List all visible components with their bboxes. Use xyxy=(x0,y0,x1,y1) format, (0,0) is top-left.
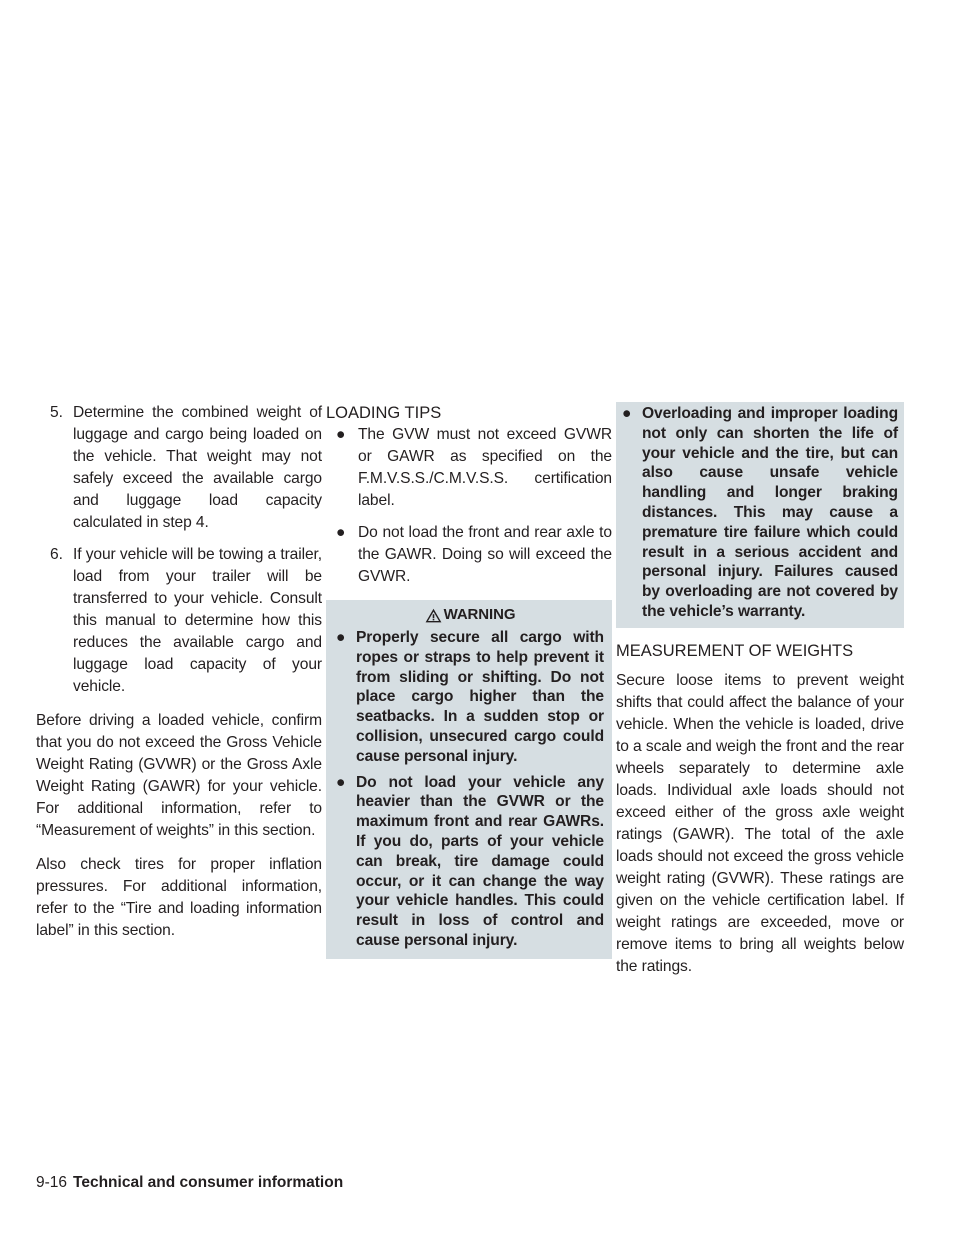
paragraph-measurement: Secure loose items to prevent weight shifts that could affect the balance of your vehicle. When the vehicle is loaded, drive to a scale and weigh the front and the rear wheels separately to determine axle loads. Individual axle loads should not exceed either of the gross axle weight ratings (GAWR). The total of the axle loads should not exceed the gross vehicle weight rating (GVWR). These ratings are given on the vehicle certification label. If weight ratings are exceeded, move or remove items to bring all weights below the ratings. xyxy=(616,671,904,975)
column-right xyxy=(616,402,904,978)
warning-item xyxy=(622,404,898,622)
warning-list xyxy=(336,628,604,951)
column-middle xyxy=(326,402,612,959)
warning-title-text: WARNING xyxy=(443,606,516,623)
page-footer xyxy=(36,1172,343,1194)
loading-tips-list xyxy=(326,424,612,588)
warning-title xyxy=(336,604,604,626)
tip-text: The GVW must not exceed GVWR or GAWR as specified on the F.M.V.S.S./C.M.V.S.S. certification label. xyxy=(358,426,612,509)
warning-item xyxy=(336,773,604,951)
tip-item xyxy=(336,522,612,588)
bullet-icon: ● xyxy=(336,426,346,443)
warning-item xyxy=(336,628,604,767)
section-title: Technical and consumer information xyxy=(73,1174,344,1191)
step-number: 6. xyxy=(50,546,63,563)
step-text: Determine the combined weight of luggage and cargo being loaded on the vehicle. That weight may not safely exceed the available cargo and luggage load capacity calculated in step 4. xyxy=(73,404,322,531)
warning-text: Do not load your vehicle any heavier than the GVWR or the maximum front and rear GAWRs. If you do, parts of your vehicle can break, tire damage could occur, or it can change the way your vehicle handles. This could result in loss of control and cause personal injury. xyxy=(356,773,604,949)
bullet-icon: ● xyxy=(336,524,346,541)
bullet-icon: ● xyxy=(336,629,346,646)
paragraph-confirm-ratings: Before driving a loaded vehicle, confirm that you do not exceed the Gross Vehicle Weight Rating (GVWR) or the Gross Axle Weight Rating (GAWR) for your vehicle. For additional information, refer to “Measurement of weights” in this section. xyxy=(36,712,322,839)
step-item xyxy=(36,544,322,698)
page-number: 9-16 xyxy=(36,1174,68,1191)
tip-item xyxy=(336,424,612,512)
warning-triangle-icon xyxy=(425,608,442,623)
paragraph-check-tires: Also check tires for proper inflation pressures. For additional information, refer to the “Tire and loading information label” in this section. xyxy=(36,856,322,939)
column-left xyxy=(36,402,322,954)
step-item xyxy=(36,402,322,534)
warning-text: Properly secure all cargo with ropes or straps to help prevent it from sliding or shifting. Do not place cargo higher than the seatbacks. In a sudden stop or collision, unsecured cargo could cause personal injury. xyxy=(356,629,604,765)
warning-box-continued xyxy=(616,402,904,628)
measurement-heading: MEASUREMENT OF WEIGHTS xyxy=(616,641,854,660)
bullet-icon: ● xyxy=(622,405,632,422)
bullet-icon: ● xyxy=(336,773,346,791)
step-number: 5. xyxy=(50,404,63,421)
tip-text: Do not load the front and rear axle to the GAWR. Doing so will exceed the GVWR. xyxy=(358,524,612,585)
warning-list-continued xyxy=(622,404,898,622)
steps-list xyxy=(36,402,322,698)
loading-tips-heading: LOADING TIPS xyxy=(326,404,442,422)
warning-box xyxy=(326,600,612,959)
warning-text: Overloading and improper loading not only can shorten the life of your vehicle and the tire, but can also cause unsafe vehicle handling and longer braking distances. This may cause a premature tire failure which could result in a serious accident and personal injury. Failures caused by overloading are not covered by the vehicle’s warranty. xyxy=(642,405,898,620)
step-text: If your vehicle will be towing a trailer, load from your trailer will be transferred to your vehicle. Consult this manual to determine how this reduces the available cargo and luggage load capacity of your vehicle. xyxy=(73,546,322,695)
